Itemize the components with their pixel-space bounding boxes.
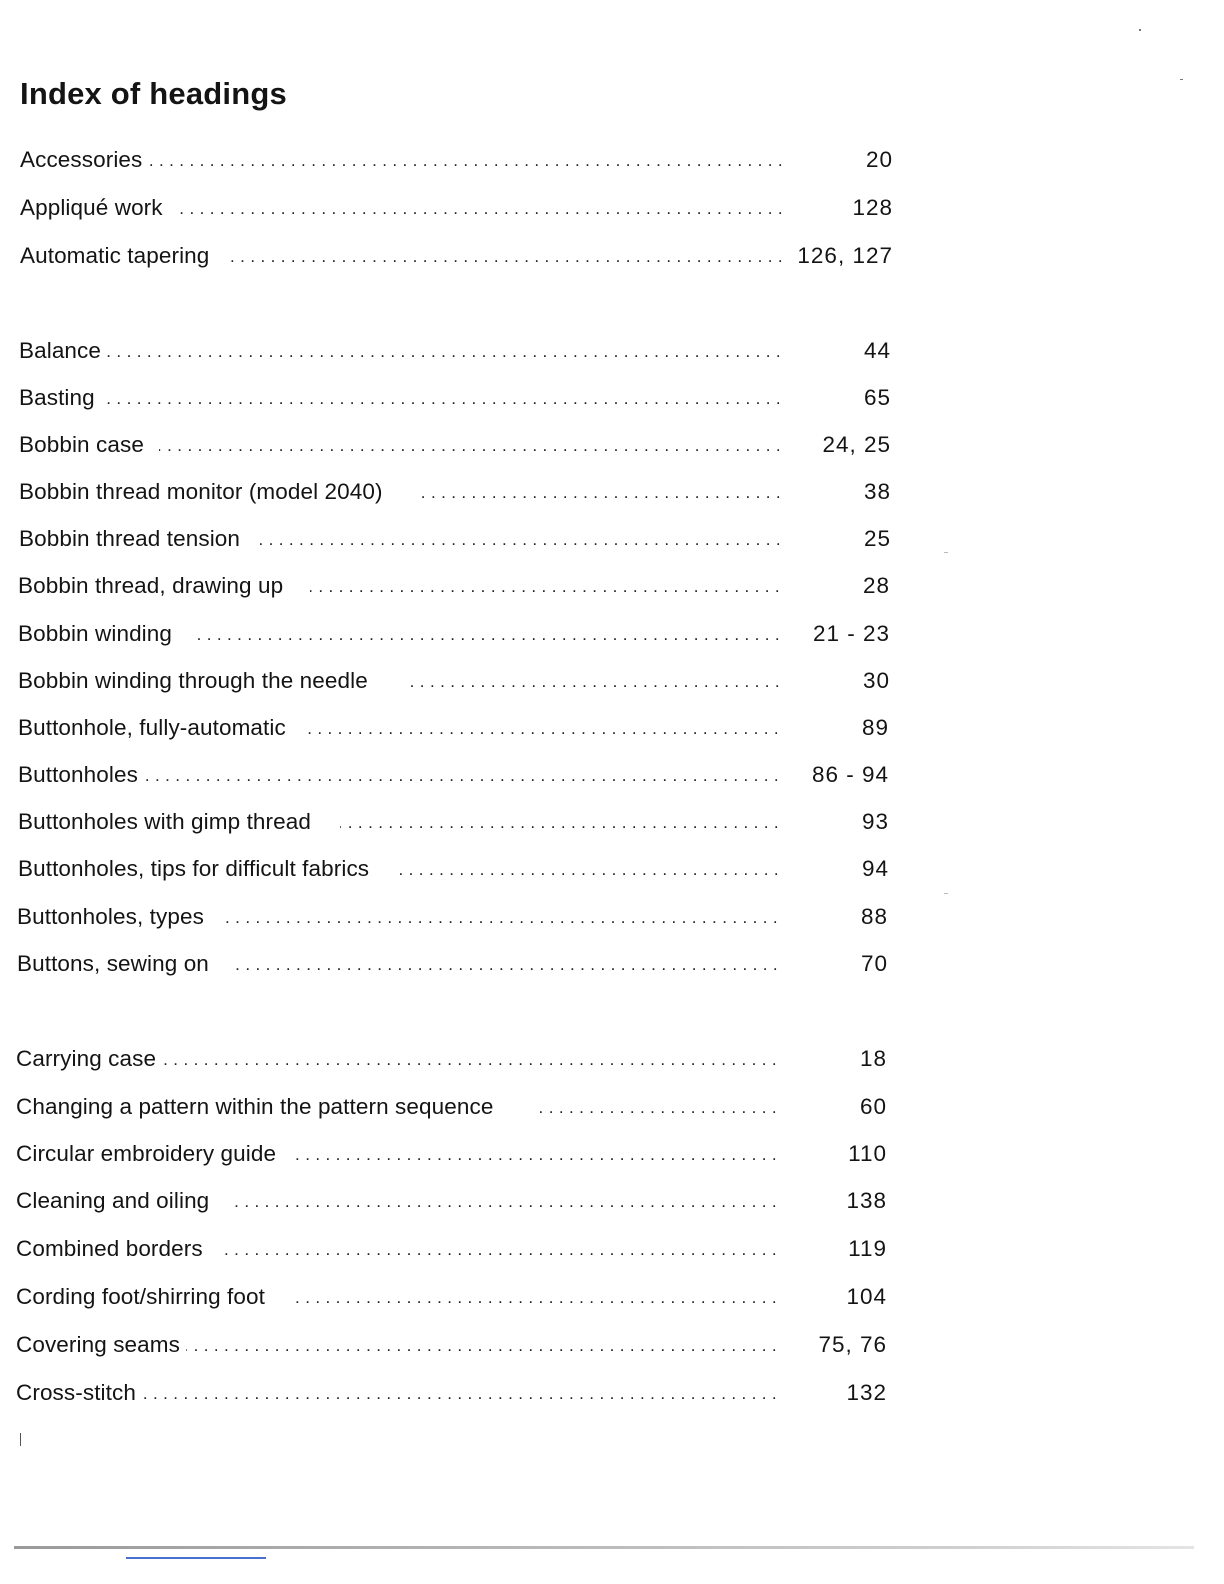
entry-label: Bobbin thread tension [19, 526, 241, 551]
scan-edge-blue-rule [126, 1557, 266, 1559]
index-entry [19, 336, 891, 366]
dot-leader [190, 619, 780, 649]
entry-label: Cleaning and oiling [16, 1188, 210, 1213]
dot-leader [308, 713, 779, 743]
index-entry [19, 524, 891, 554]
entry-label: Bobbin thread monitor (model 2040) [19, 479, 383, 504]
page-title: Index of headings [20, 76, 287, 111]
dot-leader [231, 949, 778, 979]
dot-leader [142, 1378, 777, 1408]
entry-pages: 18 [859, 1046, 887, 1071]
index-entry [18, 666, 890, 696]
index-entry [20, 145, 893, 175]
dot-leader [532, 1092, 777, 1122]
index-entry [20, 193, 893, 223]
entry-pages: 128 [852, 195, 893, 220]
dot-leader [146, 145, 783, 175]
index-entry [20, 241, 893, 271]
dot-leader [105, 336, 781, 366]
index-entry [16, 1234, 887, 1264]
index-entry [16, 1139, 887, 1169]
entry-pages: 119 [848, 1236, 887, 1261]
entry-pages: 65 [863, 385, 891, 410]
entry-pages: 104 [846, 1284, 887, 1309]
dot-leader [159, 430, 781, 460]
index-entry [17, 902, 888, 932]
dot-leader [146, 760, 779, 790]
index-entry [16, 1330, 887, 1360]
entry-label: Buttonholes [18, 762, 138, 787]
entry-label: Appliqué work [20, 195, 163, 220]
index-entry [18, 760, 889, 790]
entry-pages: 20 [865, 147, 893, 172]
dot-leader [105, 383, 781, 413]
index-entry [19, 477, 891, 507]
dot-leader [418, 477, 781, 507]
entry-label: Buttonholes, types [17, 904, 204, 929]
entry-pages: 28 [862, 573, 890, 598]
dot-leader [223, 902, 778, 932]
dot-leader [296, 1139, 777, 1169]
entry-pages: 94 [861, 856, 889, 881]
index-entry [16, 1092, 887, 1122]
entry-label: Accessories [20, 147, 143, 172]
scan-speck [944, 893, 948, 894]
entry-label: Changing a pattern within the pattern sequence [16, 1094, 494, 1119]
entry-pages: 88 [860, 904, 888, 929]
scan-speck [1139, 29, 1141, 31]
dot-leader [407, 666, 780, 696]
scan-speck [20, 1433, 21, 1446]
entry-pages: 21 - 23 [812, 621, 890, 646]
entry-label: Circular embroidery guide [16, 1141, 277, 1166]
entry-label: Buttonhole, fully-automatic [18, 715, 286, 740]
entry-label: Buttons, sewing on [17, 951, 209, 976]
index-entry [19, 430, 891, 460]
index-entry [18, 713, 889, 743]
scan-edge-rule [14, 1546, 1194, 1549]
dot-leader [164, 1044, 777, 1074]
entry-pages: 110 [848, 1141, 887, 1166]
entry-label: Bobbin winding through the needle [18, 668, 368, 693]
entry-pages: 86 - 94 [811, 762, 889, 787]
entry-label: Cross-stitch [16, 1380, 136, 1405]
dot-leader [340, 807, 779, 837]
entry-label: Covering seams [16, 1332, 180, 1357]
entry-label: Automatic tapering [20, 243, 210, 268]
entry-label: Balance [19, 338, 102, 363]
entry-pages: 89 [861, 715, 889, 740]
dot-leader [230, 1186, 777, 1216]
index-entry [17, 949, 888, 979]
entry-label: Bobbin case [19, 432, 144, 457]
entry-label: Carrying case [16, 1046, 157, 1071]
index-entry [18, 854, 889, 884]
index-entry [18, 619, 890, 649]
entry-pages: 38 [863, 479, 891, 504]
index-entry [16, 1044, 887, 1074]
index-entry [18, 571, 890, 601]
entry-pages: 138 [846, 1188, 887, 1213]
index-entry [16, 1282, 887, 1312]
entry-label: Cording foot/shirring foot [16, 1284, 265, 1309]
entry-label: Buttonholes, tips for difficult fabrics [18, 856, 370, 881]
entry-pages: 24, 25 [822, 432, 891, 457]
index-entry [16, 1186, 887, 1216]
index-entry [19, 383, 891, 413]
index-entry [16, 1378, 887, 1408]
entry-label: Bobbin thread, drawing up [18, 573, 284, 598]
entry-pages: 93 [861, 809, 889, 834]
entry-pages: 25 [863, 526, 891, 551]
entry-label: Bobbin winding [18, 621, 173, 646]
scan-speck [944, 552, 948, 553]
dot-leader [294, 1282, 777, 1312]
entry-pages: 44 [863, 338, 891, 363]
dot-leader [220, 1234, 777, 1264]
scan-speck [1180, 79, 1183, 80]
dot-leader [186, 1330, 777, 1360]
dot-leader [310, 571, 780, 601]
index-entry [18, 807, 889, 837]
dot-leader [394, 854, 779, 884]
entry-pages: 30 [862, 668, 890, 693]
entry-pages: 70 [860, 951, 888, 976]
dot-leader [226, 241, 783, 271]
entry-pages: 132 [846, 1380, 887, 1405]
entry-pages: 126, 127 [797, 243, 893, 268]
entry-label: Combined borders [16, 1236, 203, 1261]
dot-leader [180, 193, 783, 223]
entry-pages: 60 [859, 1094, 887, 1119]
dot-leader [255, 524, 781, 554]
entry-pages: 75, 76 [818, 1332, 887, 1357]
entry-label: Basting [19, 385, 95, 410]
entry-label: Buttonholes with gimp thread [18, 809, 311, 834]
